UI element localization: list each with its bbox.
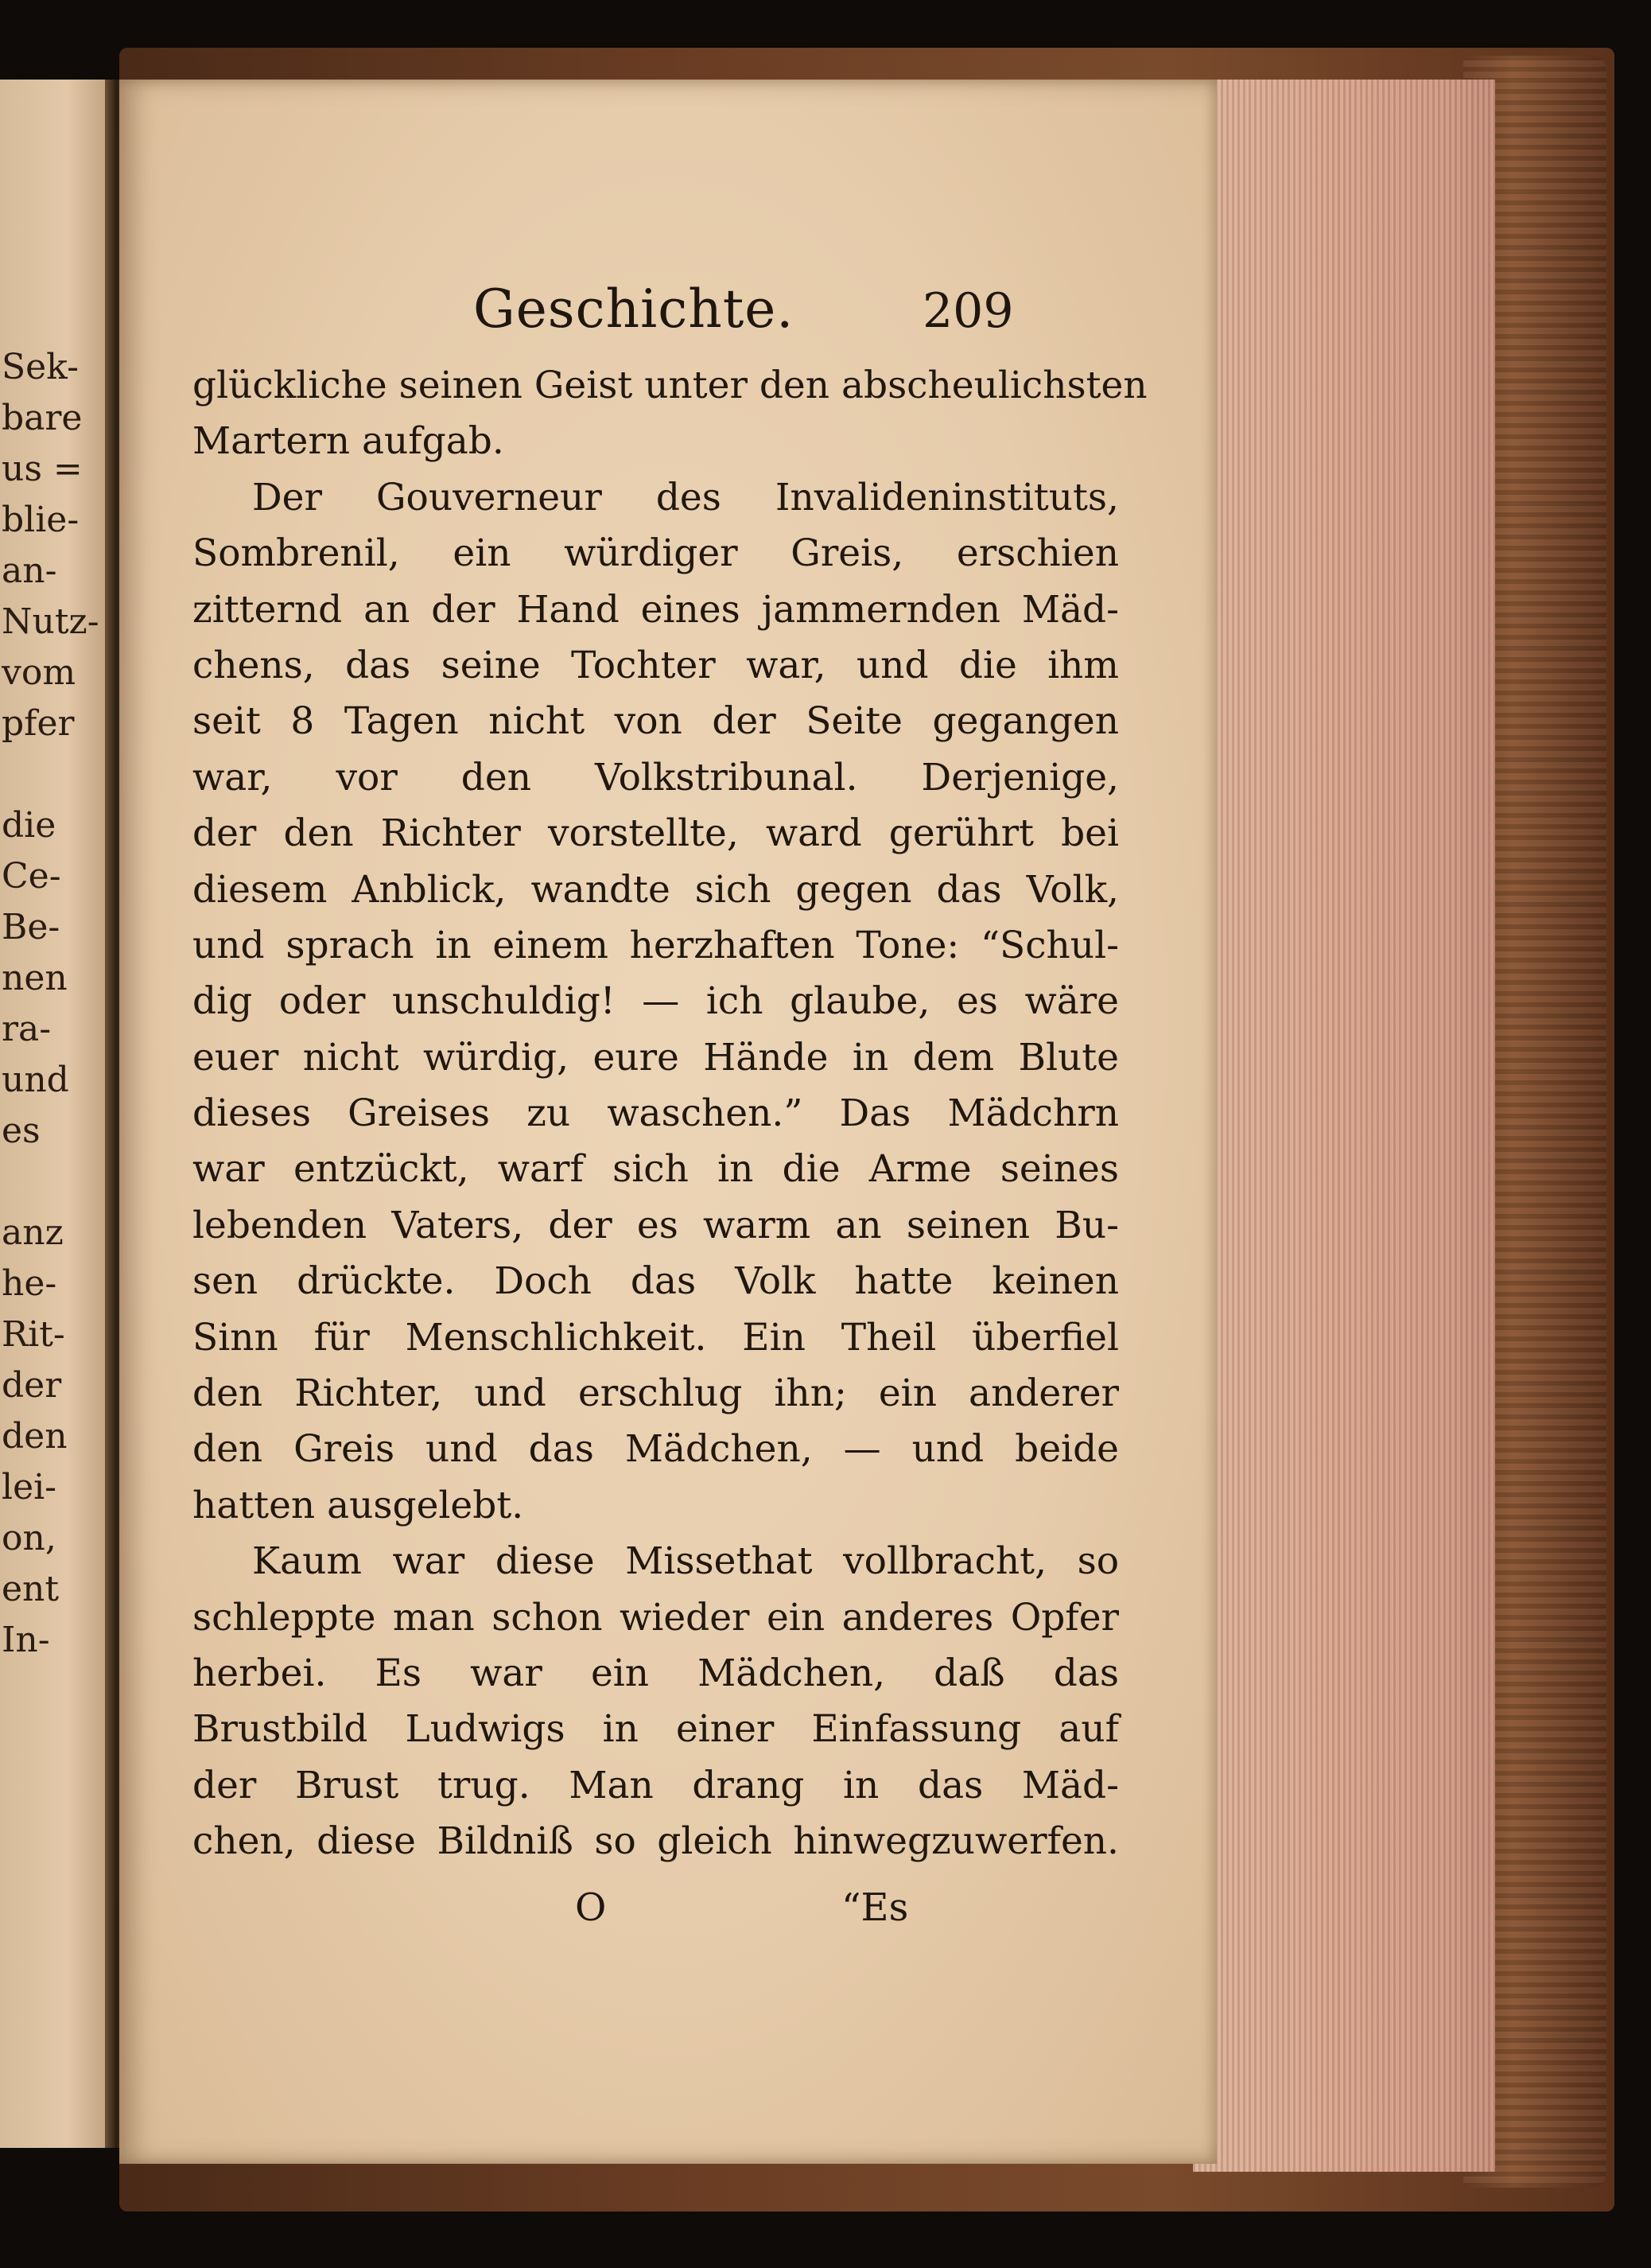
left-page-fragment: Rit- xyxy=(2,1314,65,1355)
left-page-fragment: on, xyxy=(2,1518,56,1558)
body-text xyxy=(192,358,1148,1870)
running-head xyxy=(119,278,1217,350)
text-line: glückliche seinen Geist unter den abscheulichsten xyxy=(192,364,1148,407)
text-line: und sprach in einem herzhaften Tone: “Schul- xyxy=(192,923,1119,967)
text-line: lebenden Vaters, der es warm an seinen Bu- xyxy=(192,1203,1119,1247)
left-page-fragment: pfer xyxy=(2,703,75,744)
left-page-fragment: lei- xyxy=(2,1467,57,1507)
text-line: herbei. Es war ein Mädchen, daß das xyxy=(192,1651,1119,1695)
left-page-fragment: he- xyxy=(2,1263,57,1304)
left-page-fragment: Ce- xyxy=(2,856,61,897)
text-line: Kaum war diese Missethat vollbracht, so xyxy=(252,1539,1119,1584)
text-line: chen, diese Bildniß so gleich hinwegzuwerfen. xyxy=(192,1819,1119,1864)
left-page-fragment: nen xyxy=(2,958,68,998)
left-page xyxy=(0,80,111,2148)
left-page-fragment: die xyxy=(2,805,56,846)
text-line: war, vor den Volkstribunal. Derjenige, xyxy=(192,755,1119,799)
page-edges xyxy=(1193,80,1495,2172)
text-line: Brustbild Ludwigs in einer Einfassung auf xyxy=(192,1707,1119,1752)
left-page-fragment: ent xyxy=(2,1569,60,1609)
text-line: seit 8 Tagen nicht von der Seite gegangen xyxy=(192,699,1119,744)
left-page-fragment: Sek- xyxy=(2,347,79,387)
left-page-fragment: den xyxy=(2,1416,68,1457)
left-page-fragment: es xyxy=(2,1111,41,1151)
text-line: zitternd an der Hand eines jammernden Mäd- xyxy=(192,587,1119,632)
left-page-fragment: blie- xyxy=(2,500,80,540)
text-line: dieses Greises zu waschen.” Das Mädchrn xyxy=(192,1091,1119,1136)
left-page-fragment: bare xyxy=(2,398,83,438)
signature-mark: O xyxy=(575,1885,607,1930)
text-line: den Richter, und erschlug ihn; ein anderer xyxy=(192,1371,1119,1416)
text-line: dig oder unschuldig! — ich glaube, es wäre xyxy=(192,979,1119,1024)
left-page-fragment: Nutz- xyxy=(2,601,99,642)
text-line: schleppte man schon wieder ein anderes Opfer xyxy=(192,1595,1119,1640)
left-page-fragment: vom xyxy=(2,652,76,693)
page-footer xyxy=(119,1885,1217,1941)
text-line: der Brust trug. Man drang in das Mäd- xyxy=(192,1763,1119,1807)
text-line: war entzückt, warf sich in die Arme seines xyxy=(192,1147,1119,1192)
left-page-fragment: an- xyxy=(2,550,57,591)
left-page-fragment: Be- xyxy=(2,907,60,947)
text-line: Martern aufgab. xyxy=(192,419,504,464)
left-page-fragment xyxy=(2,1157,99,1208)
left-page-text xyxy=(2,342,99,1666)
left-page-fragment: In- xyxy=(2,1620,50,1660)
text-line: Sinn für Menschlichkeit. Ein Theil überfiel xyxy=(192,1315,1119,1360)
text-line: Der Gouverneur des Invalideninstituts, xyxy=(252,475,1119,519)
left-page-fragment: anz xyxy=(2,1212,64,1253)
text-line: hatten ausgelebt. xyxy=(192,1483,524,1527)
left-page-fragment: us = xyxy=(2,449,83,489)
text-line: der den Richter vorstellte, ward gerührt bei xyxy=(192,811,1119,856)
text-line: diesem Anblick, wandte sich gegen das Volk, xyxy=(192,867,1119,912)
text-line: den Greis und das Mädchen, — und beide xyxy=(192,1427,1119,1472)
running-title: Geschichte. xyxy=(473,278,794,340)
left-page-fragment: ra- xyxy=(2,1009,52,1049)
page-number: 209 xyxy=(923,283,1014,339)
text-line: euer nicht würdig, eure Hände in dem Blute xyxy=(192,1035,1119,1080)
text-line: chens, das seine Tochter war, und die ihm xyxy=(192,643,1119,687)
text-line: Sombrenil, ein würdiger Greis, erschien xyxy=(192,531,1119,576)
right-page xyxy=(119,80,1217,2164)
left-page-fragment: und xyxy=(2,1060,69,1100)
catchword: “Es xyxy=(841,1885,909,1930)
left-page-fragment: der xyxy=(2,1365,62,1406)
left-page-fragment xyxy=(2,749,99,800)
text-line: sen drückte. Doch das Volk hatte keinen xyxy=(192,1259,1119,1304)
